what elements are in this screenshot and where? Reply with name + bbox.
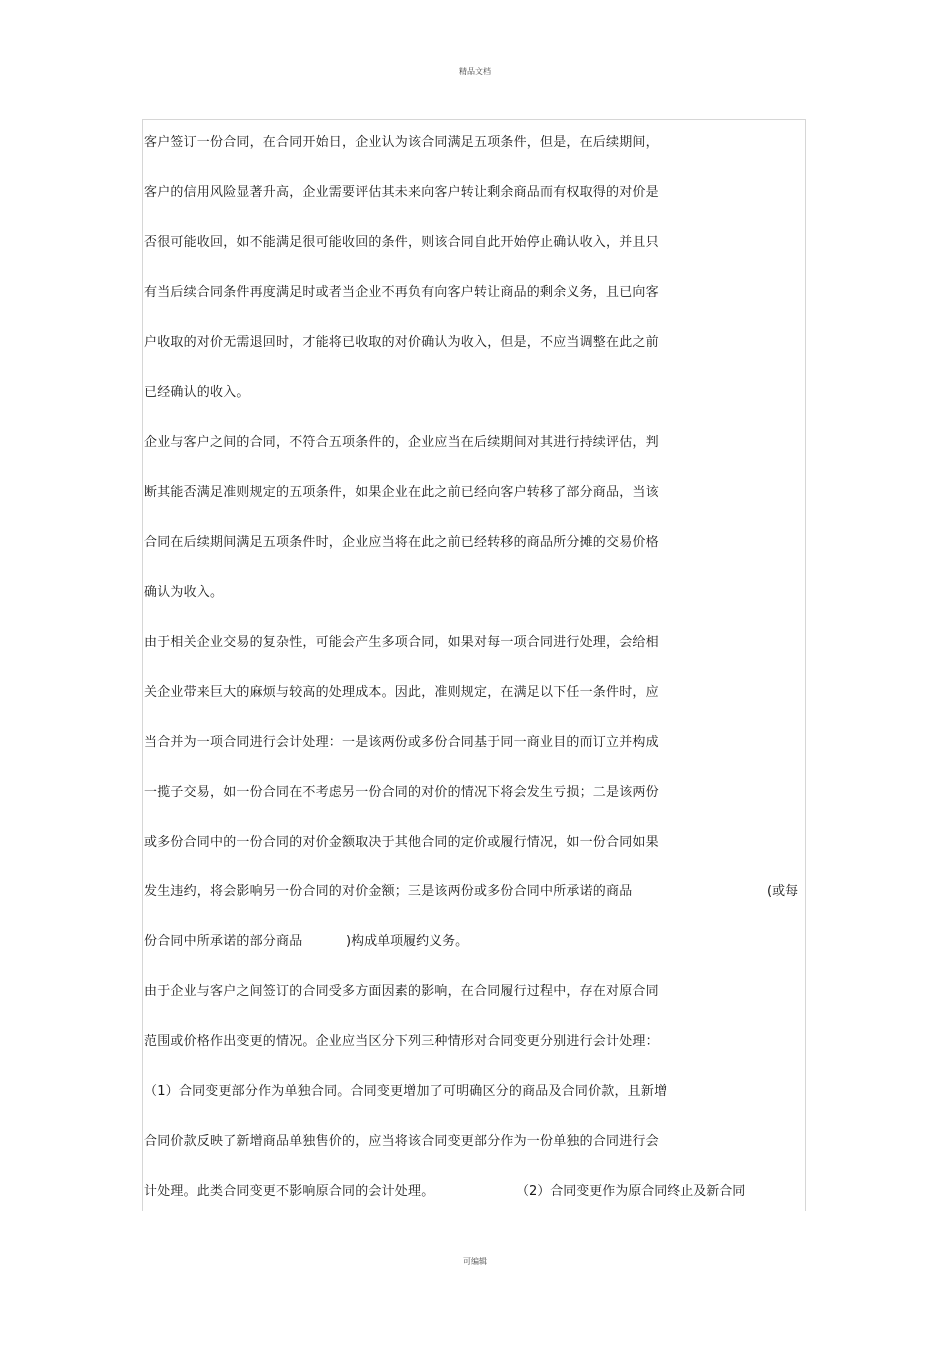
text-line-tail: (或每 <box>767 884 799 899</box>
text-line: 企业与客户之间的合同，不符合五项条件的，企业应当在后续期间对其进行持续评估，判 <box>144 435 659 450</box>
text-line: 断其能否满足准则规定的五项条件，如果企业在此之前已经向客户转移了部分商品，当该 <box>144 485 659 500</box>
text-line: 发生违约，将会影响另一份合同的对价金额；三是该两份或多份合同中所承诺的商品 <box>144 884 633 899</box>
text-line: 由于企业与客户之间签订的合同受多方面因素的影响，在合同履行过程中，存在对原合同 <box>144 984 659 999</box>
text-line: 由于相关企业交易的复杂性，可能会产生多项合同，如果对每一项合同进行处理，会给相 <box>144 635 659 650</box>
text-line: 范围或价格作出变更的情况。企业应当区分下列三种情形对合同变更分别进行会计处理： <box>144 1034 659 1049</box>
text-line: 计处理。此类合同变更不影响原合同的会计处理。 <box>144 1184 435 1199</box>
text-line: 当合并为一项合同进行会计处理：一是该两份或多份合同基于同一商业目的而订立并构成 <box>144 735 659 750</box>
page-header-note: 精品文档 <box>459 67 491 76</box>
text-line: （1）合同变更部分作为单独合同。合同变更增加了可明确区分的商品及合同价款，且新增 <box>144 1084 668 1099</box>
text-line: 合同价款反映了新增商品单独售价的，应当将该合同变更部分作为一份单独的合同进行会 <box>144 1134 659 1149</box>
text-line: 确认为收入。 <box>144 585 224 600</box>
text-line: 份合同中所承诺的部分商品 <box>144 934 303 949</box>
text-line: 否很可能收回，如不能满足很可能收回的条件，则该合同自此开始停止确认收入，并且只 <box>144 235 659 250</box>
text-line: 客户签订一份合同，在合同开始日，企业认为该合同满足五项条件，但是，在后续期间， <box>144 135 659 150</box>
text-line: 客户的信用风险显著升高，企业需要评估其未来向客户转让剩余商品而有权取得的对价是 <box>144 185 659 200</box>
text-line-tail: )构成单项履约义务。 <box>346 934 469 949</box>
text-line: 户收取的对价无需退回时，才能将已收取的对价确认为收入，但是，不应当调整在此之前 <box>144 335 659 350</box>
text-line: 或多份合同中的一份合同的对价金额取决于其他合同的定价或履行情况，如一份合同如果 <box>144 835 659 850</box>
page-footer-note: 可编辑 <box>463 1257 487 1266</box>
text-line: 关企业带来巨大的麻烦与较高的处理成本。因此，准则规定，在满足以下任一条件时，应 <box>144 685 659 700</box>
text-line: 有当后续合同条件再度满足时或者当企业不再负有向客户转让商品的剩余义务，且已向客 <box>144 285 659 300</box>
text-line: 已经确认的收入。 <box>144 385 250 400</box>
text-line: 一揽子交易，如一份合同在不考虑另一份合同的对价的情况下将会发生亏损；二是该两份 <box>144 785 659 800</box>
text-line: 合同在后续期间满足五项条件时，企业应当将在此之前已经转移的商品所分摊的交易价格 <box>144 535 659 550</box>
text-line-tail: （2）合同变更作为原合同终止及新合同 <box>516 1184 746 1199</box>
